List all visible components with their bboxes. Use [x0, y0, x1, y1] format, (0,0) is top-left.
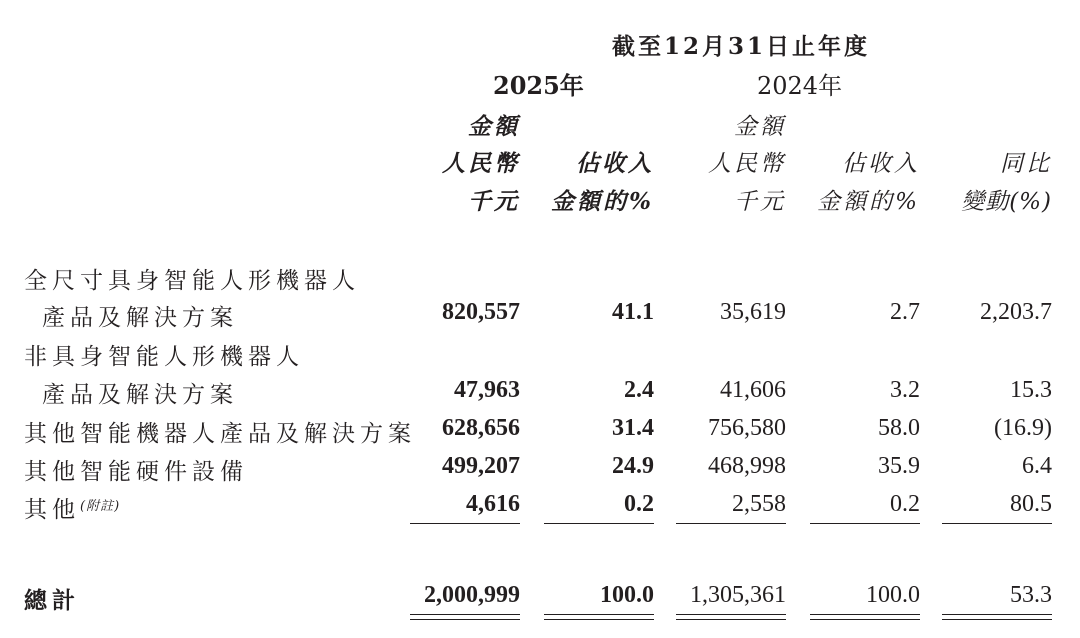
yoy-cell: 15.3 [1010, 377, 1052, 403]
total-double-rule [544, 619, 654, 620]
total-double-rule [676, 614, 786, 615]
pct-header-2025-line1: 佔收入 [576, 150, 654, 177]
subtotal-rule [810, 523, 920, 524]
total-double-rule [676, 619, 786, 620]
thousand-header-2024: 千元 [734, 189, 786, 215]
yoy-header-line1: 同比 [1000, 151, 1052, 177]
rmb-header-2024: 人民幣 [708, 151, 786, 177]
pct-2024-cell: 58.0 [878, 415, 920, 441]
row-label-other-hardware: 其他智能硬件設備 [24, 459, 248, 485]
pct-2024-cell: 3.2 [890, 377, 920, 403]
total-double-rule [942, 614, 1052, 615]
amount-2024-cell: 2,558 [732, 491, 786, 517]
amount-2025-cell: 499,207 [442, 453, 520, 479]
pct-2025-cell: 41.1 [612, 299, 654, 325]
period-header: 截至12月31日止年度 [612, 33, 871, 60]
amount-header-2024: 金額 [734, 114, 786, 140]
row-label-other-robot-products: 其他智能機器人產品及解決方案 [24, 421, 416, 447]
pct-2025-cell: 31.4 [612, 415, 654, 441]
subtotal-rule [676, 523, 786, 524]
note-reference: (附註) [80, 499, 121, 514]
year-2024-header: 2024年 [757, 72, 843, 100]
row-label-full-size-humanoid-line1: 全尺寸具身智能人形機器人 [24, 268, 360, 294]
total-yoy: 53.3 [1010, 582, 1052, 608]
total-double-rule [942, 619, 1052, 620]
amount-2025-cell: 820,557 [442, 299, 520, 325]
amount-2024-cell: 41,606 [720, 377, 786, 403]
year-2025-header: 2025年 [493, 71, 584, 100]
amount-header-2025: 金額 [468, 113, 520, 140]
total-amount-2025: 2,000,999 [424, 582, 520, 608]
subtotal-rule [410, 523, 520, 524]
yoy-header-line2: 變動(%) [961, 189, 1052, 215]
yoy-cell: 2,203.7 [980, 299, 1052, 325]
row-label-others-text: 其他 [24, 497, 80, 523]
subtotal-rule [544, 523, 654, 524]
pct-2025-cell: 24.9 [612, 453, 654, 479]
pct-2024-cell: 35.9 [878, 453, 920, 479]
yoy-cell: 6.4 [1022, 453, 1052, 479]
total-double-rule [810, 614, 920, 615]
total-pct-2025: 100.0 [600, 582, 654, 608]
rmb-header-2025: 人民幣 [442, 150, 520, 177]
pct-header-2025-line2: 金額的% [551, 188, 654, 215]
yoy-cell: (16.9) [994, 415, 1052, 441]
total-double-rule [410, 614, 520, 615]
amount-2024-cell: 756,580 [708, 415, 786, 441]
row-label-full-size-humanoid-line2: 產品及解決方案 [42, 305, 238, 331]
total-double-rule [544, 614, 654, 615]
amount-2025-cell: 628,656 [442, 415, 520, 441]
amount-2025-cell: 4,616 [466, 491, 520, 517]
pct-2025-cell: 0.2 [624, 491, 654, 517]
subtotal-rule [942, 523, 1052, 524]
thousand-header-2025: 千元 [468, 188, 520, 215]
pct-2025-cell: 2.4 [624, 377, 654, 403]
row-label-non-embodied-humanoid-line2: 產品及解決方案 [42, 382, 238, 408]
total-amount-2024: 1,305,361 [690, 582, 786, 608]
amount-2024-cell: 468,998 [708, 453, 786, 479]
row-label-others [24, 491, 120, 524]
row-label-total: 總計 [24, 587, 80, 614]
amount-2025-cell: 47,963 [454, 377, 520, 403]
pct-2024-cell: 0.2 [890, 491, 920, 517]
yoy-cell: 80.5 [1010, 491, 1052, 517]
row-label-non-embodied-humanoid-line1: 非具身智能人形機器人 [24, 344, 304, 370]
total-double-rule [810, 619, 920, 620]
pct-header-2024-line2: 金額的% [817, 189, 920, 215]
total-double-rule [410, 619, 520, 620]
amount-2024-cell: 35,619 [720, 299, 786, 325]
pct-header-2024-line1: 佔收入 [842, 151, 920, 177]
pct-2024-cell: 2.7 [890, 299, 920, 325]
total-pct-2024: 100.0 [866, 582, 920, 608]
